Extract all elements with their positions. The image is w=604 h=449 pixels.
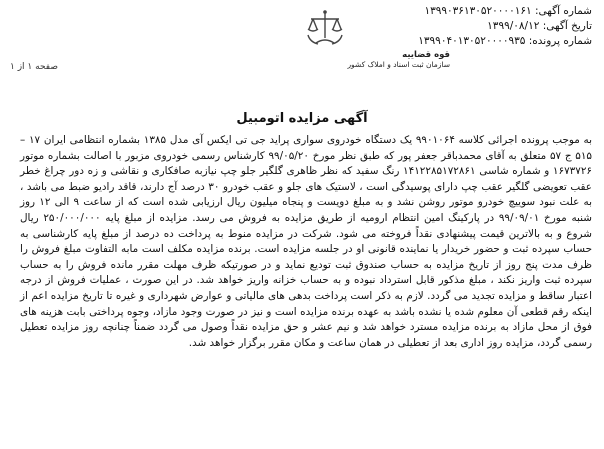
page-number: صفحه ۱ از ۱ [10, 62, 58, 72]
notice-body: به موجب پرونده اجرائی کلاسه ۹۹۰۱۰۶۴ یک دستگاه خودروی سواری پراید جی تی ایکس آی مدل ۱۳۸۵ بشماره انتظامی ایران ۱۷ – ۵۱۵ ج ۵۷ متعلق به آقای محمدباقر جعفر پور که طبق نظر مورخ ۹۹/۰۵/۲۰ کارشناس رسمی خودروی مزبور با اصالت بشماره موتور ۱۶۷۳۷۲۶ و شماره شاسی ۱۴۱۲۲۸۵۱۷۲۸۶۱ رنگ سفید که نظر ظاهری گلگیر جلو چپ نیازبه صافکاری و نقاشی و زه دور چراغ خطر عقب تعویضی گلگیر عقب چپ دارای پوسیدگی است ، لاستیک های جلو و عقب خودرو ۳۰ درصد آج دارند، قاقد رادیو ضبط می باشد ، به علت نبود سوییچ خودرو موتور روشن نشد و به مبلغ دویست و پنجاه میلیون ریال ارزیابی شده است که از ساعت ۹ الی ۱۲ روز شنبه مورخ ۹۹/۰۹/۰۱ در پارکینگ امین انتظام ارومیه از طریق مزایده به فروش می رسد. مزایده از مبلغ پایه ۲۵۰/۰۰۰/۰۰۰ ریال شروع و به بالاترین قیمت پیشنهادی نقداً فروخته می شود. شرکت در مزایده منوط به پرداخت ده درصد از مبلغ پایه کارشناسی به حساب سپرده ثبت و حضور خریدار یا نماینده قانونی او در جلسه مزایده است. برنده مزایده مکلف است مابه التفاوت مبلغ فروش را ظرف مدت پنج روز از تاریخ مزایده به حساب صندوق ثبت تودیع نماید و در صورتیکه ظرف مهلت مقرر مانده فروش را به حساب سپرده ثبت واریز نکند ، مبلغ مذکور قابل استرداد نبوده و به حساب خزانه واریز خواهد شد. در این صورت ، عملیات فروش از درجه اعتبار ساقط و مزایده تجدید می گردد. لازم به ذکر است پرداخت بدهی های مالیاتی و عوارض شهرداری و غیره تا تاریخ مزایده اعم از اینکه رقم قطعی آن معلوم شده یا نشده باشد به عهده برنده مزایده است و نیز در صورت وجود مازاد، وجوه پرداختی بابت هزینه های فوق از محل مازاد به برنده مزایده مسترد خواهد شد و نیم عشر و حق مزایده نقداً وصول می گردد ضمناً چنانچه روز مزایده تعطیل رسمی گردد، مزایده روز اداری بعد از تعطیلی در همان ساعت و مکان مقرر برگزار خواهد شد. [20, 134, 593, 349]
notice-number: شماره آگهی: ۱۳۹۹۰۳۶۱۳۰۵۲۰۰۰۰۱۶۱ [424, 5, 592, 17]
registration-org-name: سازمان ثبت اسناد و املاک کشور [347, 60, 450, 69]
organization-name [220, 50, 450, 70]
judiciary-name: قوه قضاییه [402, 50, 450, 60]
notice-title: آگهی مزایده اتومبیل [236, 111, 368, 126]
notice-date: تاریخ آگهی: ۱۳۹۹/۰۸/۱۲ [487, 20, 592, 32]
notice-meta [0, 4, 592, 49]
case-number: شماره پرونده: ۱۳۹۹۰۴۰۱۳۰۵۲۰۰۰۰۹۳۵ [418, 35, 592, 47]
judiciary-emblem-icon [300, 6, 350, 50]
